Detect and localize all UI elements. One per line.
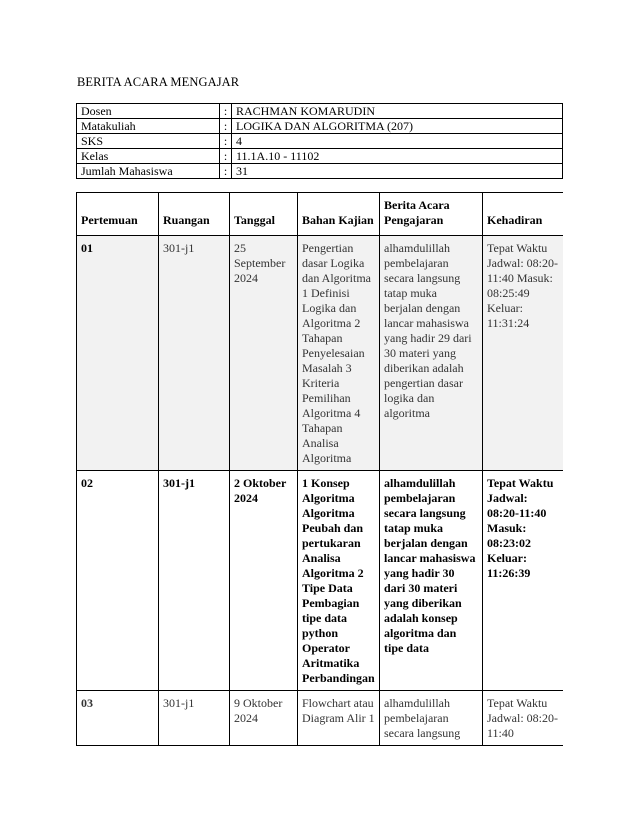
- cell-pertemuan: 01: [77, 236, 159, 471]
- header-pertemuan: Pertemuan: [77, 193, 159, 236]
- info-separator: :: [220, 149, 232, 164]
- cell-bahan-kajian: Pengertian dasar Logika dan Algoritma 1 Definisi Logika dan Algoritma 2 Tahapan Penyelesaian Masalah 3 Kriteria Pemilihan Algoritma 4 Tahapan Analisa Algoritma: [298, 236, 380, 471]
- cell-pertemuan: 02: [77, 471, 159, 691]
- meetings-table: [76, 192, 563, 746]
- info-separator: :: [220, 119, 232, 134]
- info-value: 11.1A.10 - 11102: [232, 149, 563, 164]
- info-row-kelas: [77, 149, 563, 164]
- document-title: BERITA ACARA MENGAJAR: [77, 75, 240, 89]
- info-value: LOGIKA DAN ALGORITMA (207): [232, 119, 563, 134]
- cell-ruangan: 301-j1: [159, 471, 230, 691]
- info-label: Kelas: [77, 149, 220, 164]
- info-value: 4: [232, 134, 563, 149]
- header-kehadiran: Kehadiran: [483, 193, 564, 236]
- table-row: [77, 236, 564, 471]
- table-row: [77, 691, 564, 746]
- info-value: 31: [232, 164, 563, 179]
- cell-ruangan: 301-j1: [159, 236, 230, 471]
- cell-ruangan: 301-j1: [159, 691, 230, 746]
- cell-tanggal: 25 September 2024: [230, 236, 298, 471]
- table-header-row: [77, 193, 564, 236]
- header-tanggal: Tanggal: [230, 193, 298, 236]
- info-separator: :: [220, 164, 232, 179]
- cell-tanggal: 9 Oktober 2024: [230, 691, 298, 746]
- info-row-jumlah-mahasiswa: [77, 164, 563, 179]
- cell-kehadiran: Tepat Waktu Jadwal: 08:20-11:40 Masuk: 08:23:02 Keluar: 11:26:39: [483, 471, 564, 691]
- header-ruangan: Ruangan: [159, 193, 230, 236]
- info-row-sks: [77, 134, 563, 149]
- cell-pertemuan: 03: [77, 691, 159, 746]
- info-label: Matakuliah: [77, 119, 220, 134]
- cell-kehadiran: Tepat Waktu Jadwal: 08:20-11:40 Masuk: 08:25:49 Keluar: 11:31:24: [483, 236, 564, 471]
- cell-berita-acara: alhamdulillah pembelajaran secara langsung: [380, 691, 483, 746]
- cell-bahan-kajian: 1 Konsep Algoritma Algoritma Peubah dan pertukaran Analisa Algoritma 2 Tipe Data Pembagian tipe data python Operator Aritmatika Perbandingan: [298, 471, 380, 691]
- header-bahan-kajian: Bahan Kajian: [298, 193, 380, 236]
- info-table: [76, 103, 563, 179]
- cell-bahan-kajian: Flowchart atau Diagram Alir 1: [298, 691, 380, 746]
- cell-kehadiran: Tepat Waktu Jadwal: 08:20-11:40: [483, 691, 564, 746]
- cell-tanggal: 2 Oktober 2024: [230, 471, 298, 691]
- info-separator: :: [220, 134, 232, 149]
- info-label: SKS: [77, 134, 220, 149]
- cell-berita-acara: alhamdulillah pembelajaran secara langsung tatap muka berjalan dengan lancar mahasiswa yang hadir 30 dari 30 materi yang diberikan adalah konsep algoritma dan tipe data: [380, 471, 483, 691]
- info-row-dosen: [77, 104, 563, 119]
- header-berita-acara: Berita Acara Pengajaran: [380, 193, 483, 236]
- info-label: Jumlah Mahasiswa: [77, 164, 220, 179]
- info-separator: :: [220, 104, 232, 119]
- meetings-table-viewport: [76, 192, 563, 749]
- info-row-matakuliah: [77, 119, 563, 134]
- cell-berita-acara: alhamdulillah pembelajaran secara langsung tatap muka berjalan dengan lancar mahasiswa yang hadir 29 dari 30 materi yang diberikan adalah pengertian dasar logika dan algoritma: [380, 236, 483, 471]
- table-row: [77, 471, 564, 691]
- info-value: RACHMAN KOMARUDIN: [232, 104, 563, 119]
- info-label: Dosen: [77, 104, 220, 119]
